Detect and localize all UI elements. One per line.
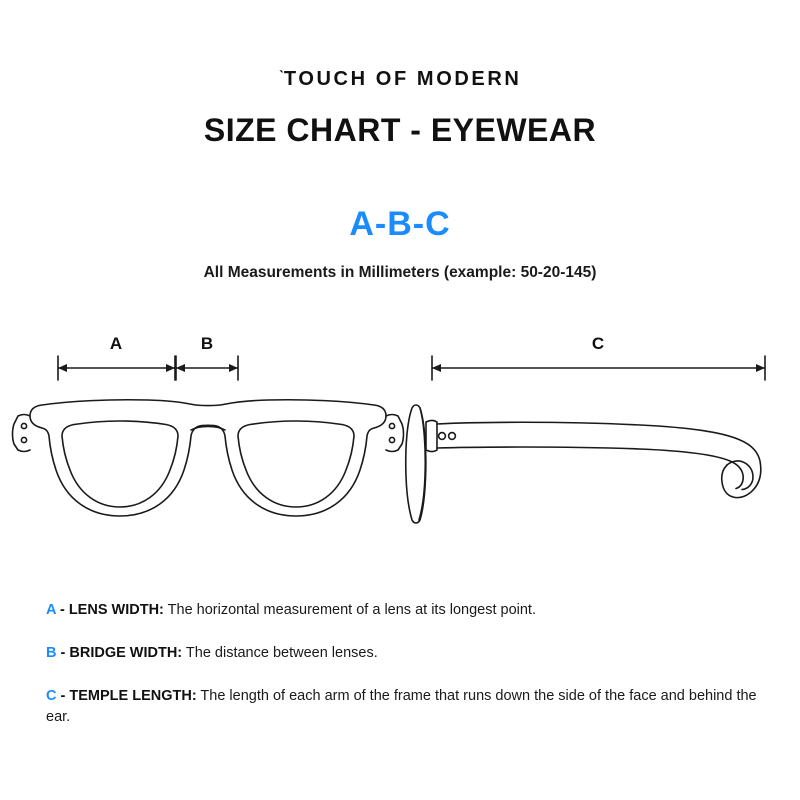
legend-description-b: The distance between lenses. (182, 645, 378, 662)
legend (46, 600, 762, 728)
legend-separator-a: - (55, 602, 69, 618)
legend-key-b: B (46, 645, 57, 662)
eyewear-diagram (0, 330, 800, 560)
dimension-label-a: A (109, 334, 123, 353)
brand-title (0, 68, 800, 91)
legend-description-a: The horizontal measurement of a lens at its longest point. (163, 602, 536, 618)
legend-item-a (46, 600, 762, 621)
legend-term-a: LENS WIDTH: (68, 602, 164, 618)
legend-key-a: A (46, 602, 56, 618)
abc-heading: A-B-C (349, 205, 451, 243)
legend-separator-b: - (56, 645, 70, 662)
legend-item-b (46, 643, 762, 664)
legend-separator-c: - (56, 688, 70, 705)
brand-tick-mark: ˋ (278, 69, 284, 86)
legend-term-b: BRIDGE WIDTH: (69, 645, 183, 662)
measurement-units-note: All Measurements in Millimeters (example: 50-20-145) (203, 264, 597, 281)
page-title: SIZE CHART - EYEWEAR (203, 112, 597, 148)
legend-term-c: TEMPLE LENGTH: (69, 688, 197, 705)
legend-description-c: The length of each arm of the frame that runs down the side of the face and behind the ear. (46, 688, 757, 726)
dimension-label-b: B (200, 334, 214, 353)
brand-name: TOUCH OF MODERN (283, 68, 522, 90)
legend-key-c: C (46, 688, 57, 705)
dimension-label-c: C (591, 334, 605, 353)
legend-item-c (46, 686, 762, 728)
